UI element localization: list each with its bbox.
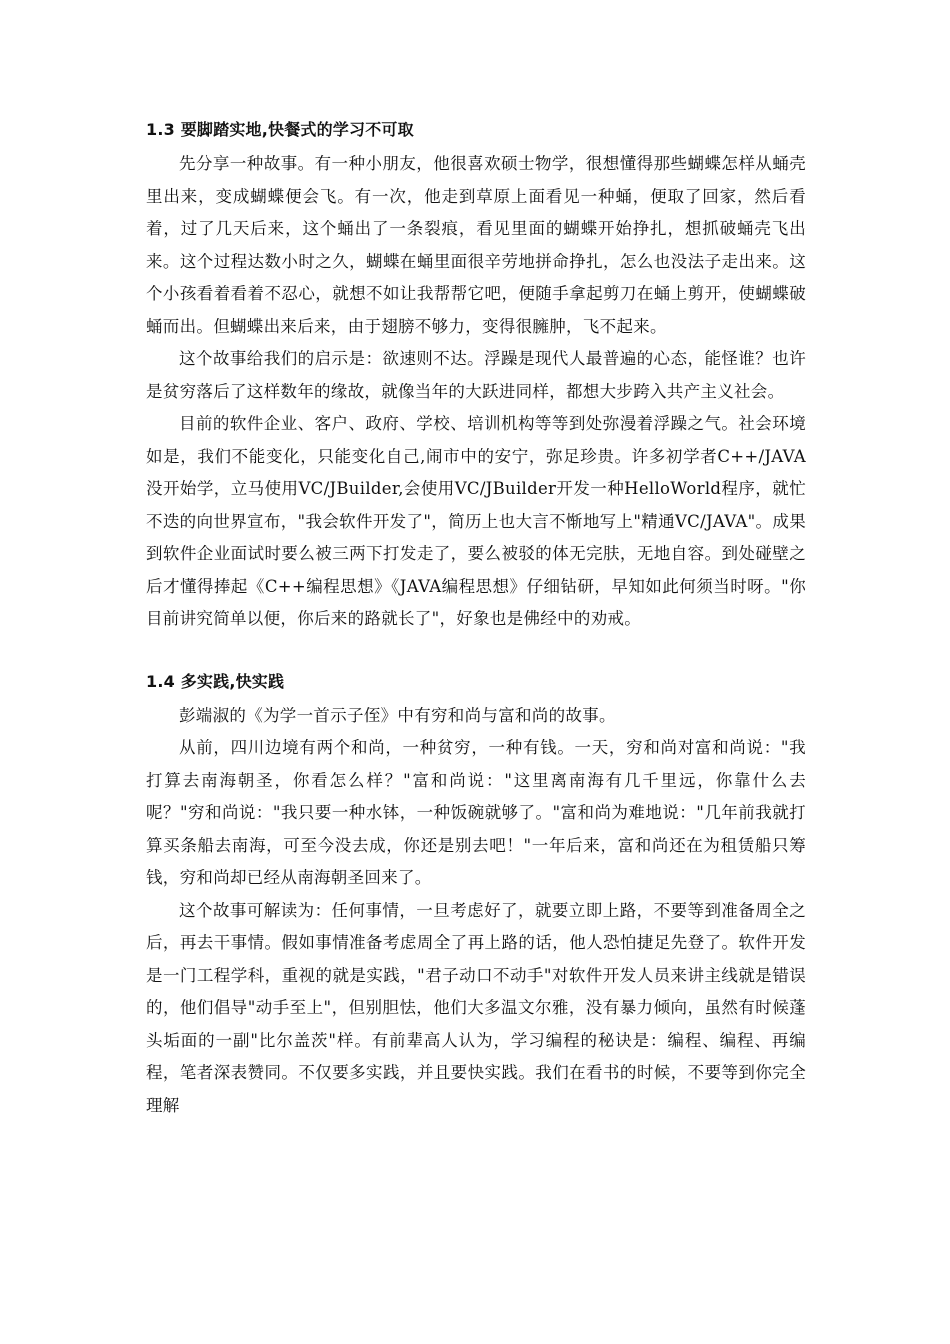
section-heading-1-4: 1.4 多实践,快实践 [146, 671, 285, 691]
section-divider-space [146, 636, 806, 670]
section-heading-1-3: 1.3 要脚踏实地,快餐式的学习不可取 [146, 120, 414, 139]
document-body [146, 118, 806, 1122]
paragraph: 这个故事给我们的启示是：欲速则不达。浮躁是现代人最普遍的心态，能怪谁？也许是贫穷落后了这样数年的缘故，就像当年的大跃进同样，都想大步跨入共产主义社会。 [146, 349, 806, 401]
paragraph: 从前，四川边境有两个和尚，一种贫穷，一种有钱。一天，穷和尚对富和尚说："我打算去南海朝圣，你看怎么样？"富和尚说："这里离南海有几千里远，你靠什么去呢？"穷和尚说："我只要一种水钵，一种饭碗就够了。"富和尚为难地说："几年前我就打算买条船去南海，可至今没去成，你还是别去吧！"一年后来，富和尚还在为租赁船只筹钱，穷和尚却已经从南海朝圣回来了。 [146, 738, 806, 887]
paragraph: 彭端淑的《为学一首示子侄》中有穷和尚与富和尚的故事。 [179, 705, 616, 725]
paragraph: 先分享一种故事。有一种小朋友，他很喜欢硕士物学，很想懂得那些蝴蝶怎样从蛹壳里出来，变成蝴蝶便会飞。有一次，他走到草原上面看见一种蛹，便取了回家，然后看着，过了几天后来，这个蛹出了一条裂痕，看见里面的蝴蝶开始挣扎，想抓破蛹壳飞出来。这个过程达数小时之久，蝴蝶在蛹里面很辛劳地拼命挣扎，怎么也没法子走出来。这个小孩看着看着不忍心，就想不如让我帮帮它吧，便随手拿起剪刀在蛹上剪开，使蝴蝶破蛹而出。但蝴蝶出来后来，由于翅膀不够力，变得很臃肿，飞不起来。 [146, 154, 806, 336]
paragraph: 目前的软件企业、客户、政府、学校、培训机构等等到处弥漫着浮躁之气。社会环境如是，我们不能变化，只能变化自己,闹市中的安宁，弥足珍贵。许多初学者C++/JAVA没开始学，立马使用VC/JBuilder,会使用VC/JBuilder开发一种HelloWorld程序，就忙不迭的向世界宣布，"我会软件开发了"，简历上也大言不惭地写上"精通VC/JAVA"。成果到软件企业面试时要么被三两下打发走了，要么被驳的体无完肤，无地自容。到处碰壁之后才懂得捧起《C++编程思想》《JAVA编程思想》仔细钻研，早知如此何须当时呀。"你目前讲究简单以便，你后来的路就长了"，好象也是佛经中的劝戒。 [146, 414, 806, 628]
paragraph: 这个故事可解读为：任何事情，一旦考虑好了，就要立即上路，不要等到准备周全之后，再去干事情。假如事情准备考虑周全了再上路的话，他人恐怕捷足先登了。软件开发是一门工程学科，重视的就是实践，"君子动口不动手"对软件开发人员来讲主线就是错误的，他们倡导"动手至上"，但别胆怯，他们大多温文尔雅，没有暴力倾向，虽然有时候蓬头垢面的一副"比尔盖茨"样。有前辈高人认为，学习编程的秘诀是：编程、编程、再编程，笔者深表赞同。不仅要多实践，并且要快实践。我们在看书的时候，不要等到你完全理解 [146, 900, 806, 1115]
